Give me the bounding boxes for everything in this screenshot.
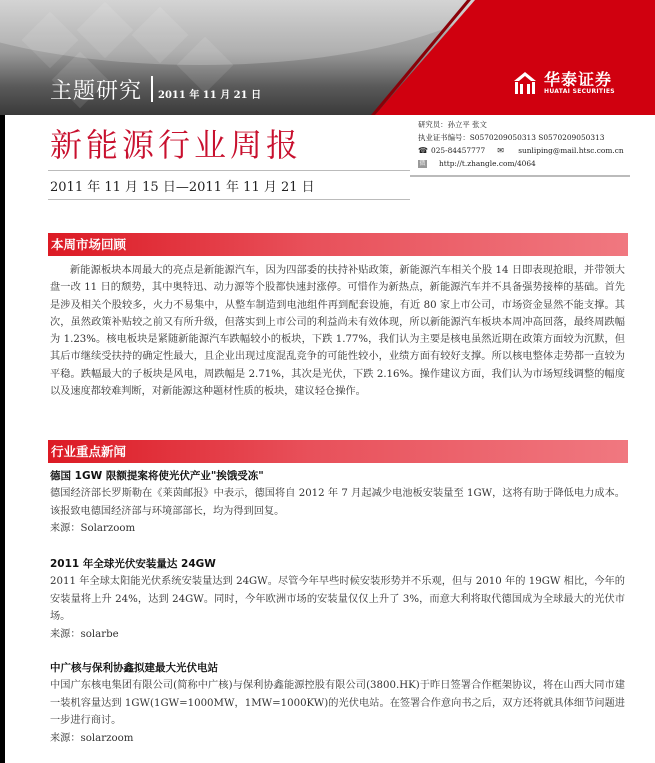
report-date-range: 2011 年 11 月 15 日—2011 年 11 月 21 日 <box>50 180 315 195</box>
news-item <box>50 573 625 643</box>
news-body: 德国经济部长罗斯勒在《莱茵邮报》中表示，德国将自 2012 年 7 月起减少电池板安装量至 1GW，这将有助于降低电力成本。该报致电德国经济部与环境部部长，均为得到回复。 <box>50 488 625 517</box>
phone-icon: ☎ <box>418 145 428 155</box>
weibo-icon: 微 <box>419 159 426 167</box>
brand-title: 主题研究 <box>50 79 143 104</box>
phone-email-row <box>418 144 624 157</box>
license-number: 执业证书编号：S0570209050313 S0570209050313 <box>418 133 605 142</box>
phone-number: 025-84457777 <box>431 146 486 155</box>
news-item <box>50 677 625 747</box>
section-heading-industry-news: 行业重点新闻 <box>48 440 628 463</box>
news-body: 2011 年全球太阳能光伏系统安装量达到 24GW。尽管今年早些时候安装形势并不乐观，但与 2010 年的 19GW 相比，今年的安装量将上升 24%，达到 24GW。同时，今年欧洲市场的安装量仅仅上升了 3%，而意大利将取代德国成为全球最大的光伏市场。 <box>50 576 625 622</box>
weibo-row <box>418 157 624 170</box>
news-source: 来源：Solarzoom <box>50 523 136 534</box>
researchers: 研究员：孙立平 张文 <box>418 120 487 129</box>
news-source: 来源：solarzoom <box>50 732 134 744</box>
brand-date: 2011 年 11 月 21 日 <box>158 90 262 101</box>
date-divider <box>48 199 410 200</box>
report-title: 新能源行业周报 <box>50 126 303 164</box>
logo-english-name: HUATAI SECURITIES <box>544 88 615 95</box>
brand-separator <box>151 76 153 102</box>
email-link[interactable]: sunliping@mail.htsc.com.cn <box>518 146 624 155</box>
news-title: 2011 年全球光伏安装量达 24GW <box>50 558 216 570</box>
news-source: 来源：solarbe <box>50 628 119 640</box>
title-divider <box>48 170 410 171</box>
weibo-link[interactable]: http://t.zhangle.com/4064 <box>439 159 536 168</box>
market-review-paragraph: 新能源板块本周最大的亮点是新能源汽车，因为四部委的扶持补贴政策，新能源汽车相关个股 14 日即表现抢眼，并带领大盘一改 11 日的颓势，其中奥特迅、动力源等个股都快速封涨停。可惜作为新热点，新能源汽车并不具备强势接棒的基础。首先是涉及相关个股较多，火力不易集中，从整车制造到电池组件再到配套设施，有近 80 家上市公司，市场资金显然不能支撑。其次，虽然政策补贴较之前又有所升级，但落实到上市公司的利益尚未有效体现，所以新能源汽车板块本周冲高回落，最终周跌幅为 1.23%。核电板块是紧随新能源汽车跌幅较小的板块，下跌 1.77%，我们认为主要是核电虽然近期在政策方面较为沉默，但其后市继续受扶持的确定性最大，且企业出现过度混乱竞争的可能性较小，业绩方面有较好支撑。所以核电整体走势都一直较为平稳。跌幅最大的子板块是风电，周跌幅是 2.71%，其次是光伏，下跌 2.16%。操作建议方面，我们认为市场短线调整的幅度以及速度都较难判断，对新能源这种题材性质的板块，建议轻仓操作。 <box>50 265 625 398</box>
huatai-logo-icon <box>512 70 538 96</box>
news-title: 中广核与保利协鑫拟建最大光伏电站 <box>50 662 218 674</box>
news-title: 德国 1GW 限额提案将使光伏产业"挨饿受冻" <box>50 470 264 482</box>
news-item <box>50 485 625 538</box>
section-heading-market-review: 本周市场回顾 <box>48 233 628 256</box>
huatai-logo <box>512 70 615 96</box>
contact-divider <box>410 175 630 177</box>
news-body: 中国广东核电集团有限公司(简称中广核)与保利协鑫能源控股有限公司(3800.HK)于昨日签署合作框架协议，将在山西大同市建一装机容量达到 1GW(1GW=1000MW，1MW=1000KW)的光伏电站。在签署合作意向书之后，双方还将就具体细节问题进一步进行商讨。 <box>50 680 625 726</box>
logo-chinese-name: 华泰证券 <box>544 70 613 89</box>
contact-block <box>418 118 624 170</box>
envelope-icon: ✉ <box>497 145 504 155</box>
